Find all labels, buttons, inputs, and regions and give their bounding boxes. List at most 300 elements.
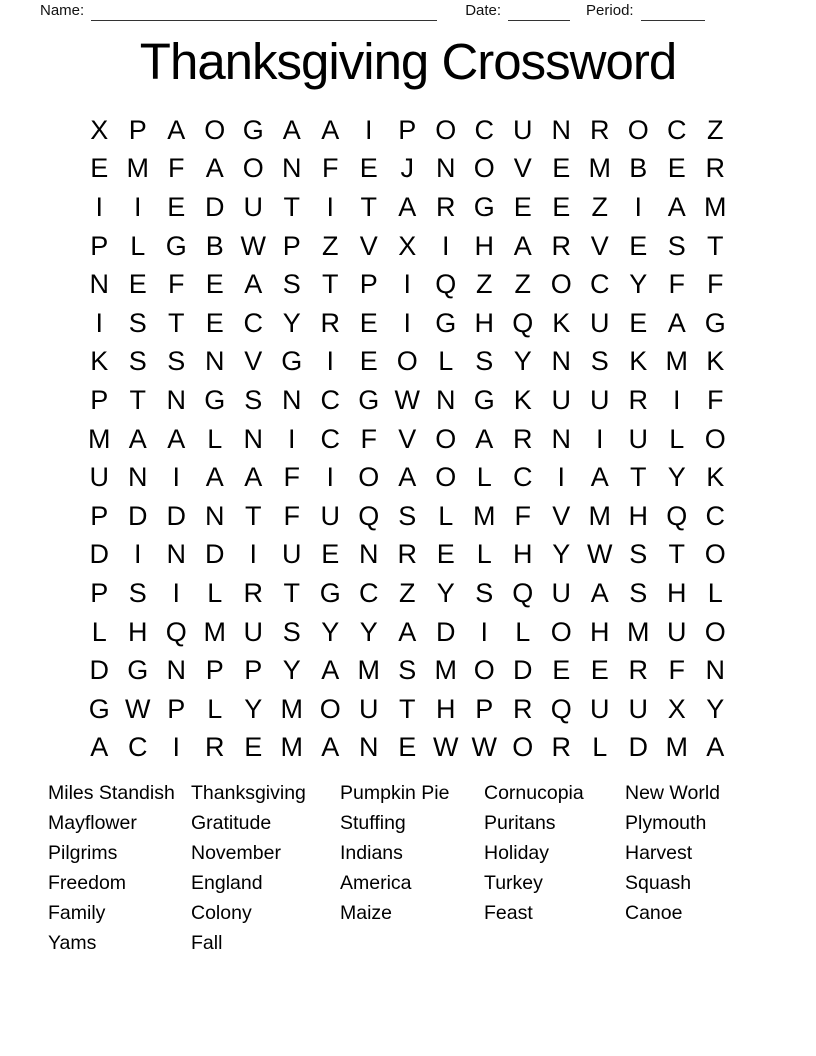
grid-cell: I	[95, 307, 103, 338]
grid-cell: U	[513, 114, 533, 145]
grid-cell: G	[281, 346, 303, 377]
grid-cell: N	[705, 655, 725, 686]
grid-cell: C	[128, 732, 148, 763]
grid-cell: A	[706, 732, 725, 763]
grid-cell: I	[287, 423, 296, 454]
word-list-column	[48, 778, 191, 958]
grid-cell: Y	[282, 307, 301, 338]
grid-cell: E	[513, 191, 532, 222]
grid-cell: L	[515, 616, 531, 647]
grid-cell: A	[321, 732, 340, 763]
grid-cell: S	[282, 269, 301, 300]
grid-cell: R	[397, 539, 417, 570]
grid-cell: I	[364, 114, 373, 145]
grid-cell: N	[359, 539, 379, 570]
grid-cell: L	[207, 577, 223, 608]
grid-cell: A	[205, 462, 224, 493]
grid-cell: G	[358, 384, 380, 415]
grid-cell: T	[360, 191, 377, 222]
grid-cell: O	[435, 423, 457, 454]
grid-cell: M	[434, 655, 457, 686]
grid-cell: C	[359, 577, 379, 608]
grid-cell: S	[167, 346, 186, 377]
grid-cell: M	[627, 616, 650, 647]
grid-cell: N	[205, 500, 225, 531]
grid-cell: C	[667, 114, 687, 145]
grid-cell: H	[590, 616, 610, 647]
word-list-item: Puritans	[484, 812, 556, 834]
grid-cell: O	[204, 114, 226, 145]
grid-cell: N	[166, 539, 186, 570]
grid-cell: K	[706, 462, 725, 493]
word-list-item: Maize	[340, 902, 393, 924]
grid-cell: A	[205, 153, 224, 184]
grid-cell: K	[513, 384, 532, 415]
grid-cell: F	[360, 423, 377, 454]
grid-cell: C	[590, 269, 610, 300]
grid-cell: Y	[629, 269, 648, 300]
grid-cell: E	[629, 230, 648, 261]
grid-cell: A	[90, 732, 109, 763]
grid-cell: H	[628, 500, 648, 531]
grid-cell: J	[400, 153, 414, 184]
grid-cell: O	[512, 732, 534, 763]
grid-cell: U	[359, 693, 379, 724]
grid-cell: I	[480, 616, 488, 647]
grid-cell: H	[128, 616, 148, 647]
grid-cell: S	[667, 230, 686, 261]
grid-cell: M	[280, 693, 303, 724]
grid-cell: N	[551, 114, 571, 145]
grid-cell: T	[322, 269, 339, 300]
grid-cell: F	[707, 384, 724, 415]
grid-cell: S	[590, 346, 609, 377]
grid-cell: N	[551, 346, 571, 377]
grid-cell: A	[167, 114, 186, 145]
word-list-item: Turkey	[484, 872, 543, 894]
grid-cell: U	[628, 693, 648, 724]
grid-cell: C	[320, 384, 340, 415]
grid-cell: S	[398, 500, 417, 531]
grid-cell: C	[320, 423, 340, 454]
word-list-item: Yams	[48, 932, 97, 954]
grid-cell: C	[705, 500, 725, 531]
grid-cell: P	[398, 114, 417, 145]
grid-cell: A	[244, 269, 263, 300]
grid-cell: T	[168, 307, 185, 338]
grid-cell: H	[474, 307, 494, 338]
grid-cell: U	[551, 577, 571, 608]
word-list-item: Canoe	[625, 902, 683, 924]
grid-cell: P	[128, 114, 147, 145]
grid-cell: Z	[399, 577, 416, 608]
grid-cell: I	[441, 230, 450, 261]
grid-cell: E	[167, 191, 186, 222]
grid-cell: T	[129, 384, 146, 415]
grid-cell: D	[205, 539, 225, 570]
grid-cell: Y	[244, 693, 263, 724]
grid-cell: M	[665, 732, 688, 763]
grid-cell: U	[590, 307, 610, 338]
grid-cell: B	[205, 230, 224, 261]
grid-cell: X	[667, 693, 686, 724]
grid-cell: F	[668, 269, 685, 300]
grid-cell: L	[130, 230, 146, 261]
grid-cell: N	[243, 423, 263, 454]
grid-cell: D	[436, 616, 456, 647]
grid-cell: T	[630, 462, 647, 493]
grid-cell: O	[358, 462, 380, 493]
grid-cell: Z	[591, 191, 608, 222]
grid-cell: F	[168, 269, 185, 300]
word-list	[48, 778, 720, 958]
grid-cell: N	[282, 384, 302, 415]
grid-cell: M	[588, 500, 611, 531]
grid-cell: S	[128, 346, 147, 377]
grid-cell: N	[128, 462, 148, 493]
grid-cell: V	[398, 423, 417, 454]
grid-cell: L	[476, 539, 492, 570]
word-list-item: Pilgrims	[48, 842, 118, 864]
grid-cell: I	[672, 384, 681, 415]
grid-cell: M	[203, 616, 226, 647]
grid-cell: G	[473, 384, 495, 415]
word-list-column	[625, 778, 720, 958]
grid-cell: W	[125, 693, 151, 724]
word-list-item: Harvest	[625, 842, 693, 864]
grid-cell: E	[398, 732, 417, 763]
grid-cell: Q	[165, 616, 187, 647]
grid-cell: G	[435, 307, 457, 338]
grid-cell: Q	[666, 500, 688, 531]
grid-cell: G	[165, 230, 187, 261]
grid-cell: R	[628, 384, 648, 415]
date-label: Date:	[465, 2, 502, 19]
grid-cell: R	[205, 732, 225, 763]
grid-cell: G	[319, 577, 341, 608]
grid-cell: L	[707, 577, 723, 608]
grid-cell: M	[126, 153, 149, 184]
grid-cell: A	[282, 114, 301, 145]
grid-cell: S	[244, 384, 263, 415]
grid-cell: K	[629, 346, 648, 377]
name-blank-line	[91, 3, 437, 21]
grid-cell: E	[552, 153, 571, 184]
grid-cell: O	[704, 616, 726, 647]
grid-cell: B	[629, 153, 648, 184]
grid-cell: N	[436, 384, 456, 415]
grid-cell: O	[242, 153, 264, 184]
grid-cell: R	[436, 191, 456, 222]
grid-cell: M	[88, 423, 111, 454]
grid-cell: A	[321, 655, 340, 686]
grid-cell: A	[321, 114, 340, 145]
grid-cell: X	[398, 230, 417, 261]
grid-cell: F	[514, 500, 531, 531]
grid-cell: E	[436, 539, 455, 570]
grid-cell: U	[243, 191, 263, 222]
grid-cell: W	[433, 732, 459, 763]
grid-cell: D	[205, 191, 225, 222]
grid-cell: G	[473, 191, 495, 222]
grid-cell: S	[128, 307, 147, 338]
grid-cell: U	[590, 693, 610, 724]
grid-cell: M	[704, 191, 727, 222]
grid-cell: A	[128, 423, 147, 454]
grid-cell: F	[668, 655, 685, 686]
grid-cell: T	[283, 191, 300, 222]
grid-cell: V	[513, 153, 532, 184]
grid-cell: Z	[322, 230, 339, 261]
grid-cell: F	[322, 153, 339, 184]
word-list-item: Stuffing	[340, 812, 406, 834]
name-label: Name:	[40, 2, 85, 19]
grid-cell: A	[667, 307, 686, 338]
grid-cell: G	[127, 655, 149, 686]
word-list-column	[191, 778, 340, 958]
word-list-item: Squash	[625, 872, 692, 894]
grid-cell: I	[133, 191, 142, 222]
grid-cell: O	[550, 616, 572, 647]
grid-cell: L	[91, 616, 107, 647]
grid-cell: U	[320, 500, 340, 531]
grid-cell: L	[438, 500, 454, 531]
grid-cell: W	[471, 732, 497, 763]
grid-cell: O	[473, 153, 495, 184]
word-list-item: Freedom	[48, 872, 127, 894]
word-list-item: Plymouth	[625, 812, 707, 834]
grid-cell: D	[128, 500, 148, 531]
grid-cell: I	[172, 577, 180, 608]
word-list-item: America	[340, 872, 412, 894]
grid-cell: P	[90, 577, 109, 608]
word-list-item: Holiday	[484, 842, 550, 864]
grid-cell: Q	[435, 269, 457, 300]
word-list-item: Fall	[191, 932, 223, 954]
grid-cell: A	[475, 423, 494, 454]
word-list-column	[340, 778, 484, 958]
grid-cell: E	[552, 191, 571, 222]
grid-cell: A	[398, 191, 417, 222]
grid-cell: C	[474, 114, 494, 145]
grid-cell: S	[475, 577, 494, 608]
grid-cell: P	[282, 230, 301, 261]
grid-cell: I	[326, 346, 334, 377]
grid-cell: F	[707, 269, 724, 300]
grid-cell: Y	[359, 616, 378, 647]
grid-cell: I	[95, 191, 103, 222]
grid-cell: T	[245, 500, 262, 531]
grid-cell: R	[513, 423, 533, 454]
grid-cell: S	[398, 655, 417, 686]
grid-cell: E	[321, 539, 340, 570]
grid-cell: S	[128, 577, 147, 608]
grid-cell: E	[205, 307, 224, 338]
word-search-grid	[80, 111, 735, 767]
grid-cell: V	[552, 500, 571, 531]
grid-cell: O	[550, 269, 572, 300]
grid-cell: O	[627, 114, 649, 145]
grid-cell: O	[704, 423, 726, 454]
grid-cell: E	[629, 307, 648, 338]
grid-cell: I	[249, 539, 257, 570]
grid-cell: T	[707, 230, 724, 261]
grid-cell: D	[89, 655, 109, 686]
grid-cell: Z	[514, 269, 531, 300]
grid-cell: D	[513, 655, 533, 686]
grid-cell: N	[282, 153, 302, 184]
word-list-item: Miles Standish	[48, 782, 175, 804]
grid-cell: F	[283, 500, 300, 531]
grid-cell: E	[128, 269, 147, 300]
word-list-item: England	[191, 872, 263, 894]
grid-cell: I	[326, 462, 334, 493]
grid-cell: P	[90, 384, 109, 415]
word-list-item: Pumpkin Pie	[340, 782, 450, 804]
grid-cell: L	[476, 462, 492, 493]
grid-cell: Q	[358, 500, 380, 531]
grid-cell: A	[244, 462, 263, 493]
grid-cell: H	[513, 539, 533, 570]
grid-cell: N	[89, 269, 109, 300]
grid-cell: R	[320, 307, 340, 338]
grid-cell: C	[513, 462, 533, 493]
grid-cell: A	[167, 423, 186, 454]
word-list-item: Gratitude	[191, 812, 272, 834]
word-list-item: Thanksgiving	[191, 782, 306, 804]
grid-cell: E	[244, 732, 263, 763]
grid-cell: Y	[667, 462, 686, 493]
grid-cell: F	[168, 153, 185, 184]
grid-cell: O	[319, 693, 341, 724]
grid-cell: P	[90, 500, 109, 531]
grid-cell: M	[357, 655, 380, 686]
grid-cell: L	[592, 732, 608, 763]
grid-cell: E	[90, 153, 109, 184]
grid-cell: S	[629, 577, 648, 608]
grid-cell: E	[359, 153, 378, 184]
grid-cell: Y	[436, 577, 455, 608]
grid-cell: S	[629, 539, 648, 570]
grid-cell: P	[167, 693, 186, 724]
grid-cell: K	[706, 346, 725, 377]
grid-cell: C	[243, 307, 263, 338]
grid-cell: R	[590, 114, 610, 145]
grid-cell: G	[704, 307, 726, 338]
grid-cell: A	[398, 462, 417, 493]
grid-cell: I	[403, 307, 411, 338]
grid-cell: O	[435, 114, 457, 145]
word-list-item: November	[191, 842, 281, 864]
grid-cell: L	[207, 693, 223, 724]
word-list-item: Indians	[340, 842, 403, 864]
grid-cell: D	[166, 500, 186, 531]
grid-cell: R	[513, 693, 533, 724]
grid-cell: P	[359, 269, 378, 300]
word-list-column	[484, 778, 625, 958]
grid-cell: Q	[512, 577, 534, 608]
grid-cell: A	[398, 616, 417, 647]
grid-cell: U	[628, 423, 648, 454]
grid-cell: T	[283, 577, 300, 608]
grid-cell: O	[473, 655, 495, 686]
grid-cell: N	[551, 423, 571, 454]
word-list-item: New World	[625, 782, 720, 804]
grid-cell: H	[436, 693, 456, 724]
grid-cell: I	[557, 462, 565, 493]
grid-cell: Y	[513, 346, 532, 377]
grid-cell: U	[551, 384, 571, 415]
grid-cell: A	[667, 191, 686, 222]
grid-cell: Y	[282, 655, 301, 686]
grid-cell: U	[282, 539, 302, 570]
grid-cell: K	[90, 346, 109, 377]
page-title: Thanksgiving Crossword	[139, 33, 677, 90]
grid-cell: E	[359, 307, 378, 338]
grid-cell: N	[436, 153, 456, 184]
grid-cell: I	[133, 539, 142, 570]
grid-cell: P	[205, 655, 224, 686]
grid-cell: U	[243, 616, 263, 647]
grid-cell: Q	[550, 693, 572, 724]
grid-cell: I	[634, 191, 642, 222]
grid-cell: I	[595, 423, 604, 454]
grid-cell: U	[590, 384, 610, 415]
grid-cell: A	[590, 577, 609, 608]
grid-cell: O	[396, 346, 418, 377]
grid-cell: W	[240, 230, 266, 261]
worksheet-header	[40, 2, 776, 21]
grid-cell: X	[90, 114, 109, 145]
grid-cell: V	[590, 230, 609, 261]
grid-cell: P	[90, 230, 109, 261]
grid-cell: O	[435, 462, 457, 493]
grid-cell: M	[280, 732, 303, 763]
word-list-item: Colony	[191, 902, 252, 924]
grid-cell: V	[359, 230, 378, 261]
period-blank-line	[641, 3, 705, 21]
grid-cell: Z	[476, 269, 493, 300]
word-list-item: Mayflower	[48, 812, 137, 834]
grid-cell: K	[552, 307, 571, 338]
word-list-item: Cornucopia	[484, 782, 584, 804]
grid-cell: H	[667, 577, 687, 608]
grid-cell: R	[551, 230, 571, 261]
grid-cell: E	[205, 269, 224, 300]
grid-cell: E	[590, 655, 609, 686]
grid-cell: T	[399, 693, 416, 724]
grid-cell: I	[403, 269, 411, 300]
grid-cell: R	[243, 577, 263, 608]
grid-cell: L	[669, 423, 685, 454]
grid-cell: V	[244, 346, 263, 377]
grid-cell: I	[172, 462, 180, 493]
grid-cell: E	[552, 655, 571, 686]
grid-cell: N	[166, 655, 186, 686]
grid-cell: L	[207, 423, 223, 454]
grid-cell: I	[326, 191, 334, 222]
grid-cell: S	[282, 616, 301, 647]
grid-cell: P	[244, 655, 263, 686]
date-blank-line	[508, 3, 570, 21]
grid-cell: Z	[707, 114, 724, 145]
grid-cell: Y	[552, 539, 571, 570]
grid-cell: A	[590, 462, 609, 493]
grid-cell: Y	[321, 616, 340, 647]
grid-cell: O	[704, 539, 726, 570]
grid-cell: G	[204, 384, 226, 415]
grid-cell: W	[587, 539, 613, 570]
